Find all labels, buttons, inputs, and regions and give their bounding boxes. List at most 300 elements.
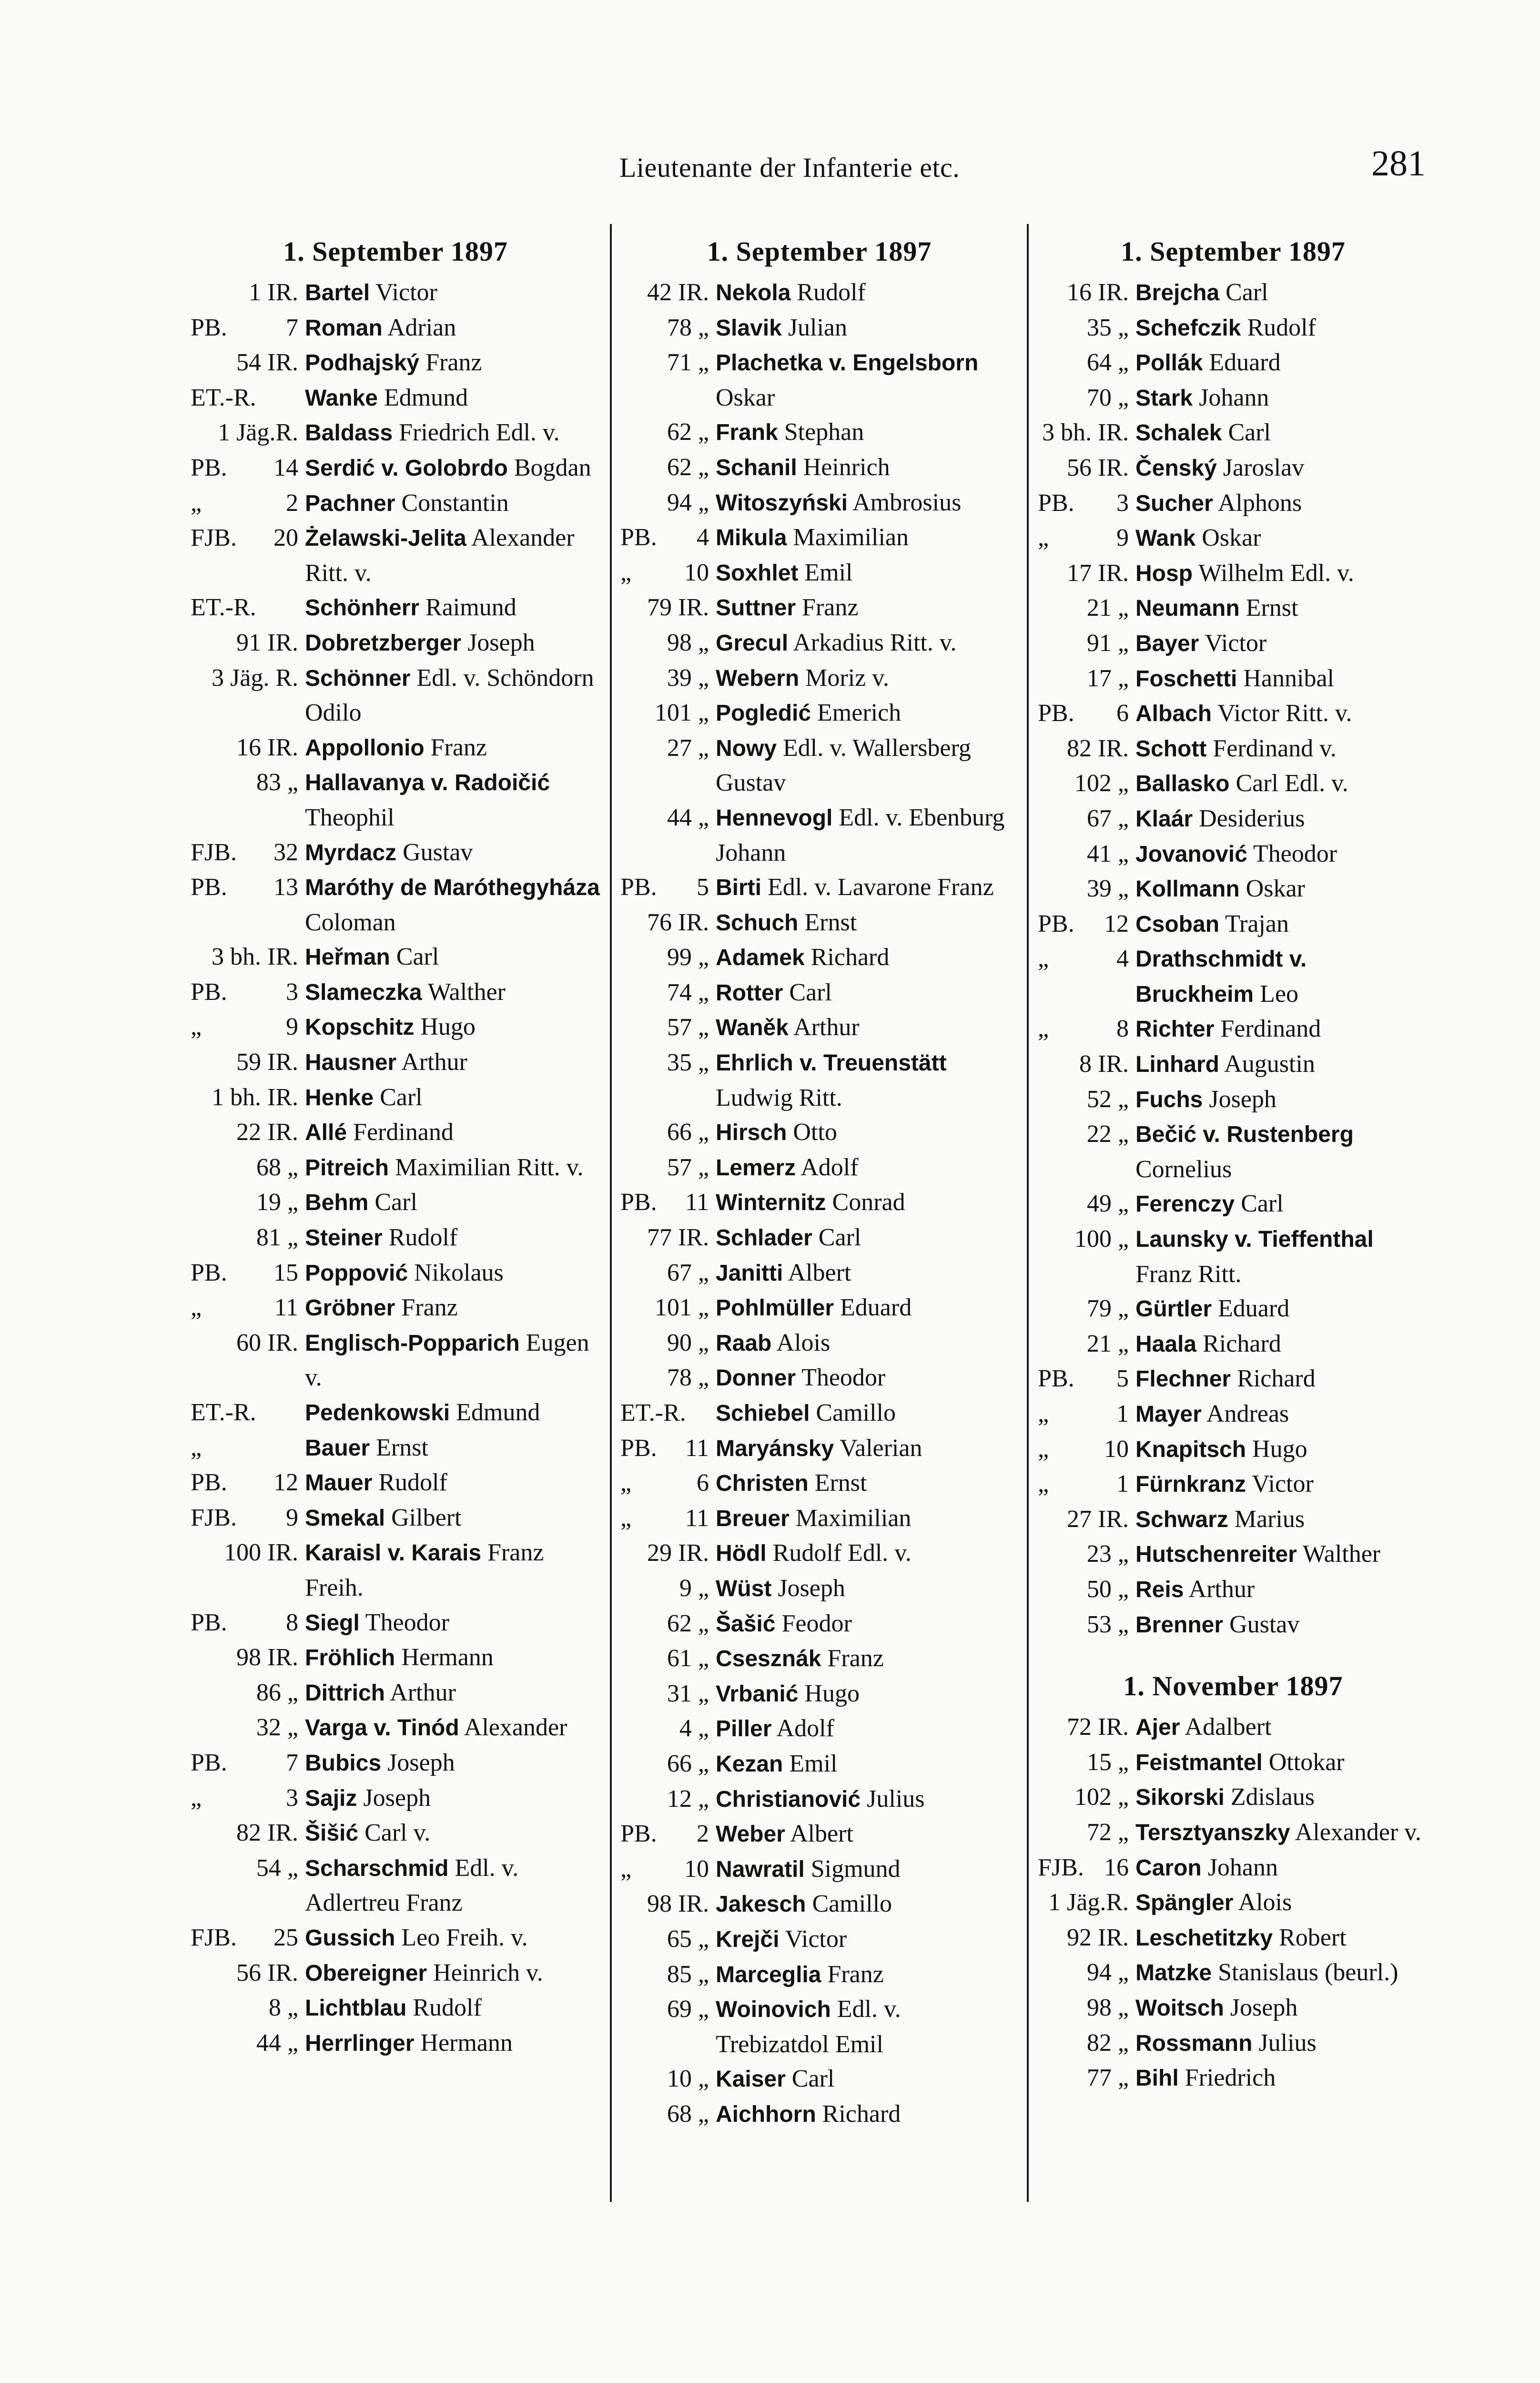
given-name: Victor [375,279,437,306]
surname: Gürtler [1135,1296,1212,1322]
unit-designation [1038,1537,1135,1572]
corps-abbreviation [620,696,655,731]
corps-abbreviation [620,1607,667,1641]
unit-number: 99 „ [667,944,709,971]
given-name: Johann [1199,384,1269,411]
corps-abbreviation [1038,1608,1087,1642]
given-name: Adolf [776,1715,834,1742]
officer-name [1135,416,1429,451]
surname: Kaiser [716,2067,786,2092]
corps-abbreviation: PB. [191,314,227,341]
unit-number: 35 „ [667,1049,709,1077]
surname: Spängler [1135,1890,1234,1916]
unit-number: 41 „ [1086,840,1129,867]
corps-abbreviation [191,1151,256,1185]
corps-abbreviation [1038,1710,1067,1745]
unit-designation [191,1395,305,1430]
list-item [620,1957,1018,1993]
list-item [620,275,1018,311]
unit-designation [620,1361,716,1395]
given-name: Victor [785,1925,847,1953]
corps-abbreviation [1038,1955,1087,1990]
list-item [620,1571,1018,1607]
given-name: Theodor [801,1364,886,1392]
unit-designation [191,346,305,380]
list-item [1038,1921,1429,1956]
officer-name [305,1326,600,1395]
surname: Baldass [305,420,393,446]
unit-designation [620,1992,716,2027]
unit-designation [1038,486,1135,521]
list-item [620,1431,1018,1466]
officer-name [1135,1117,1429,1187]
list-item [620,696,1018,731]
corps-abbreviation [191,1326,236,1361]
surname: Schott [1135,736,1207,762]
surname: Obereigner [305,1960,427,1986]
surname: Birti [716,875,761,901]
corps-abbreviation: PB. [191,1749,227,1776]
officer-name [305,1221,600,1256]
given-name: Rudolf [1247,314,1316,341]
surname: Raab [716,1330,772,1356]
officer-name [1135,1955,1429,1991]
unit-designation [620,591,716,625]
corps-abbreviation [620,1571,679,1606]
unit-designation [1038,732,1135,766]
list-item [620,486,1018,521]
surname: Christianović [716,1786,861,1812]
unit-designation [191,1080,305,1115]
unit-number: 2 [286,489,298,517]
corps-abbreviation [191,940,212,975]
list-item [1038,1991,1429,2026]
list-item [620,2097,1018,2132]
unit-designation [1038,1921,1135,1955]
unit-designation [191,2026,305,2061]
unit-designation [191,731,305,765]
unit-designation [620,870,716,905]
corps-abbreviation [620,1256,667,1291]
surname: Ballasko [1135,771,1230,797]
corps-abbreviation: PB. [620,1820,657,1848]
unit-designation [1038,1327,1135,1362]
unit-designation [620,1396,716,1431]
unit-designation [620,1115,716,1150]
surname: Haala [1135,1331,1197,1357]
corps-abbreviation [620,2062,667,2097]
unit-designation [1038,1710,1135,1745]
given-name: Rudolf Edl. v. [772,1539,912,1567]
given-name: Ferdinand v. [1213,734,1337,762]
unit-designation [620,1010,716,1045]
unit-number: 98 „ [667,629,709,656]
list-item [191,765,600,835]
corps-abbreviation [620,1115,667,1150]
column-rule [1027,224,1029,2202]
officer-name [716,2097,1018,2132]
unit-number: 17 „ [1086,664,1129,692]
corps-abbreviation [1038,1222,1074,1257]
list-item [191,1010,600,1045]
surname: Hödl [716,1541,767,1567]
officer-name [305,1606,600,1641]
unit-number: 70 „ [1086,384,1129,411]
list-item [191,311,600,346]
unit-designation [620,1151,716,1185]
officer-name [1135,275,1429,311]
officer-name [1135,626,1429,662]
list-column-1 [191,228,600,2201]
surname: Richter [1135,1017,1215,1042]
list-item [191,1781,600,1816]
unit-designation [1038,1397,1135,1432]
unit-designation [191,381,305,416]
unit-designation [620,556,716,591]
given-name: Franz [827,1960,884,1988]
corps-abbreviation [191,1676,256,1711]
unit-designation [1038,1780,1135,1815]
list-item [1038,1502,1429,1538]
surname: Roman [305,315,383,341]
given-name: Alexander Ritt. v. [305,524,575,587]
given-name: Edl. v. Wallersberg Gustav [716,734,971,797]
officer-name [305,626,600,661]
unit-number: 101 „ [654,699,709,727]
officer-name [305,2026,600,2061]
unit-designation [620,906,716,940]
corps-abbreviation [620,346,667,380]
surname: Sucher [1135,490,1213,516]
corps-abbreviation [1038,1885,1048,1920]
officer-name [716,1431,1018,1466]
corps-abbreviation [620,1711,679,1746]
surname: Dittrich [305,1680,385,1706]
officer-name [305,275,600,311]
corps-abbreviation [191,1185,256,1220]
list-item [1038,766,1429,802]
officer-name [305,1185,600,1221]
unit-designation [1038,766,1135,801]
surname: Slameczka [305,979,422,1005]
given-name: Trajan [1225,910,1289,937]
list-item [1038,381,1429,416]
unit-designation [1038,1187,1135,1222]
unit-number: 10 [684,1855,709,1883]
list-item [191,661,600,731]
given-name: Rudolf [413,1994,482,2022]
unit-designation [191,1851,305,1886]
list-item [620,1677,1018,1712]
given-name: Edl. v. Trebizatdol Emil [716,1996,901,2058]
officer-name [305,1501,600,1536]
surname: Pitreich [305,1155,389,1181]
officer-name [1135,1397,1429,1432]
corps-abbreviation [191,731,236,765]
given-name: Jaroslav [1223,454,1305,481]
unit-number: 8 [1116,1015,1129,1043]
given-name: Victor [1252,1470,1314,1498]
list-item [191,1256,600,1291]
surname: Schalek [1135,420,1222,446]
corps-abbreviation: „ [620,1855,632,1883]
given-name: Rudolf [378,1469,447,1497]
given-name: Augustin [1224,1050,1315,1078]
list-item [1038,1572,1429,1608]
unit-number: 42 IR. [647,279,709,306]
officer-name [305,1921,600,1956]
officer-name [716,1221,1018,1256]
officer-name [305,1151,600,1186]
given-name: Hugo [1252,1435,1307,1463]
list-item [191,626,600,661]
corps-abbreviation [620,1221,647,1255]
surname: Caron [1135,1855,1202,1881]
list-item [191,486,600,521]
list-item [620,906,1018,941]
corps-abbreviation [191,2026,256,2061]
unit-designation [620,1536,716,1571]
surname: Plachetka v. Engelsborn [716,350,979,376]
given-name: Friedrich Edl. v. [399,419,560,447]
given-name: Julian [788,314,847,341]
corps-abbreviation: PB. [191,1469,227,1497]
unit-number: 15 „ [1086,1748,1129,1776]
officer-name [305,835,600,871]
unit-number: 22 „ [1086,1120,1129,1148]
list-item [620,661,1018,696]
unit-designation [620,731,716,766]
unit-number: 67 „ [667,1259,709,1286]
section-date-heading: 1. September 1897 [1121,236,1346,267]
list-item [620,1501,1018,1537]
unit-designation [620,486,716,520]
corps-abbreviation: „ [1038,524,1049,552]
officer-name [1135,1502,1429,1538]
unit-designation [620,1922,716,1957]
unit-number: 50 „ [1086,1575,1129,1603]
unit-number: 49 „ [1086,1190,1129,1218]
list-item [620,1711,1018,1747]
surname: Suttner [716,595,796,621]
corps-abbreviation [1038,1047,1079,1082]
given-name: Richard [822,2100,901,2128]
list-item [191,1746,600,1781]
unit-designation [191,1115,305,1150]
surname: Schlader [716,1225,812,1251]
surname: Vrbanić [716,1681,799,1707]
unit-designation [620,1957,716,1992]
officer-name [716,976,1018,1011]
list-item [1038,1608,1429,1643]
surname: Donner [716,1365,796,1391]
officer-name [716,1852,1018,1887]
given-name: Carl [375,1189,417,1216]
officer-name [305,870,600,940]
list-item [1038,1012,1429,1047]
given-name: Carl v. [365,1819,431,1847]
list-item [1038,451,1429,486]
unit-designation [191,1151,305,1185]
list-item [1038,1885,1429,1921]
corps-abbreviation: ET.-R. [620,1399,686,1426]
unit-number: 16 IR. [236,733,298,761]
corps-abbreviation [620,1922,667,1957]
unit-number: 100 IR. [224,1539,298,1567]
unit-designation [620,346,716,380]
unit-number: 8 [286,1609,298,1636]
surname: Leschetitzky [1135,1925,1273,1951]
given-name: Gustav [1229,1610,1300,1638]
list-item [1038,1187,1429,1222]
surname: Hausner [305,1050,397,1076]
list-item [191,1151,600,1186]
surname: Winternitz [716,1190,826,1216]
given-name: Richard [1237,1365,1316,1393]
surname: Hosp [1135,560,1193,586]
unit-designation [1038,1432,1135,1467]
unit-designation [191,1640,305,1675]
list-item [1038,275,1429,311]
section-date-heading: 1. September 1897 [283,236,508,267]
officer-name [1135,591,1429,626]
unit-number: 85 „ [667,1960,709,1988]
unit-number: 11 [685,1504,709,1532]
surname: Hallavanya v. Radoičić [305,770,550,796]
list-item [191,381,600,416]
unit-designation [620,1466,716,1501]
surname: Kopschitz [305,1015,415,1040]
list-item [191,416,600,451]
corps-abbreviation: FJB. [1038,1853,1084,1881]
given-name: Victor Ritt. v. [1217,700,1352,727]
unit-designation [1038,1955,1135,1990]
list-item [620,450,1018,486]
given-name: Joseph [1230,1994,1298,2021]
unit-designation [620,2097,716,2132]
list-item [620,1922,1018,1957]
corps-abbreviation: „ [620,559,632,586]
unit-number: 74 „ [667,978,709,1006]
list-item [1038,1432,1429,1467]
officer-name [305,1115,600,1151]
officer-name [305,486,600,521]
officer-name [1135,381,1429,416]
surname: Christen [716,1471,809,1497]
corps-abbreviation: PB. [1038,910,1074,937]
unit-number: 54 IR. [236,349,298,377]
surname: Fröhlich [305,1645,395,1671]
surname: Hirsch [716,1120,787,1146]
officer-name [1135,1745,1429,1781]
list-item [191,1851,600,1921]
given-name: Hugo [420,1013,476,1041]
unit-designation [191,626,305,661]
given-name: Camillo [816,1399,896,1426]
section-date-heading: 1. September 1897 [707,236,932,267]
unit-number: 54 „ [256,1854,298,1882]
given-name: Adrian [387,314,456,341]
unit-designation [191,940,305,975]
given-name: Conrad [832,1189,905,1216]
surname: Schuch [716,910,799,936]
given-name: Ernst [1246,594,1298,622]
list-item [1038,1815,1429,1851]
unit-designation [1038,1467,1135,1502]
unit-designation [1038,591,1135,626]
surname: Pachner [305,490,395,516]
officer-name [716,591,1018,626]
running-title: Lieutenante der Infanterie etc. [619,152,960,183]
list-item [191,1466,600,1501]
corps-abbreviation [1038,732,1067,766]
unit-designation [620,1817,716,1852]
unit-number: 71 „ [667,349,709,377]
list-item [191,731,600,766]
unit-number: 66 „ [667,1119,709,1146]
officer-name [716,415,1018,450]
officer-name [305,521,600,591]
list-item [1038,1955,1429,1991]
unit-number: 3 [286,978,298,1006]
surname: Fuchs [1135,1087,1203,1112]
unit-designation [620,275,716,310]
unit-designation [1038,662,1135,696]
given-name: Maximilian [793,524,909,551]
list-item [1038,486,1429,521]
given-name: Emerich [817,699,902,727]
corps-abbreviation [620,311,667,346]
unit-designation [620,661,716,696]
unit-designation [1038,1047,1135,1082]
officer-name [716,346,1018,415]
list-item [620,1046,1018,1115]
unit-number: 66 „ [667,1750,709,1777]
surname: Siegl [305,1610,360,1636]
unit-number: 57 „ [667,1153,709,1181]
corps-abbreviation: PB. [191,1259,227,1286]
officer-name [305,1291,600,1326]
unit-designation [191,1956,305,1991]
list-item [1038,1537,1429,1572]
unit-number: 62 „ [667,418,709,446]
officer-name [716,1641,1018,1677]
unit-number: 79 „ [1086,1295,1129,1323]
officer-name [1135,451,1429,486]
given-name: Carl Edl. v. [1236,770,1348,797]
corps-abbreviation [620,415,667,450]
given-name: Oskar [716,384,775,411]
unit-number: 62 „ [667,453,709,481]
corps-abbreviation [1038,1991,1087,2026]
given-name: Carl [1226,279,1268,306]
unit-number: 21 „ [1086,1330,1129,1357]
unit-number: 61 „ [667,1645,709,1672]
corps-abbreviation [620,1957,667,1992]
surname: Aichhorn [716,2101,816,2127]
officer-name [1135,311,1429,346]
list-item [191,1536,600,1605]
unit-designation [620,1641,716,1676]
unit-number: 27 „ [667,734,709,762]
unit-designation [191,835,305,870]
officer-name [305,1010,600,1045]
unit-designation [1038,1885,1135,1920]
surname: Slavik [716,315,782,341]
officer-name [1135,1572,1429,1608]
officer-name [1135,942,1429,1012]
given-name: Ernst [814,1469,867,1497]
